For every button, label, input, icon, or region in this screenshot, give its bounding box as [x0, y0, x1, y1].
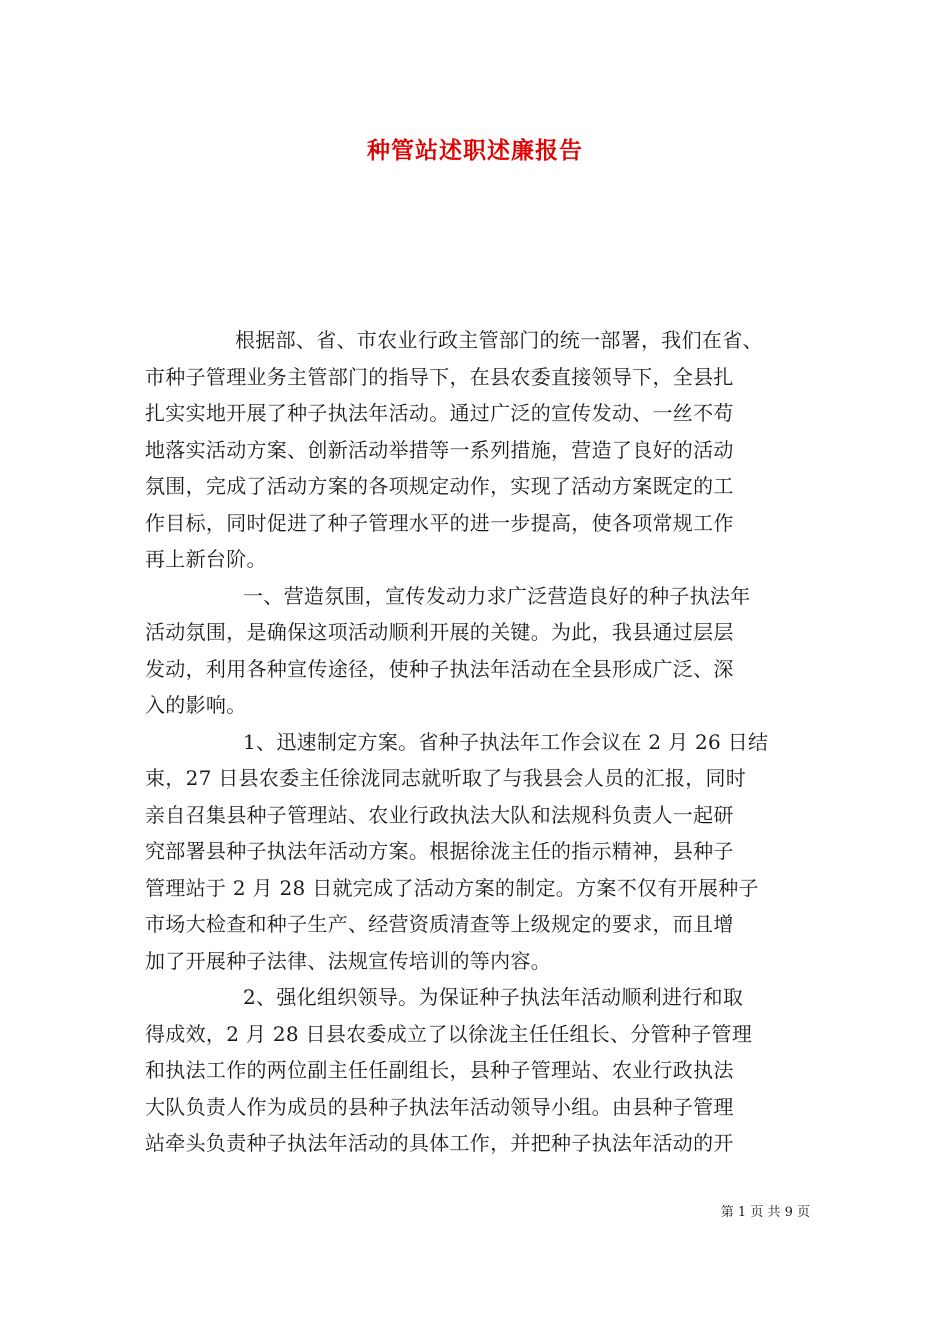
paragraph-line: 氛围，完成了活动方案的各项规定动作，实现了活动方案既定的工 — [145, 474, 734, 498]
paragraph-line: 1、迅速制定方案。省种子执法年工作会议在 2 月 26 日结 — [243, 729, 769, 754]
paragraph-line: 活动氛围，是确保这项活动顺利开展的关键。为此，我县通过层层 — [145, 620, 734, 644]
page-number-footer: 第 1 页 共 9 页 — [720, 1205, 810, 1220]
paragraph-line: 地落实活动方案、创新活动举措等一系列措施，营造了良好的活动 — [145, 437, 734, 462]
paragraph-line: 再上新台阶。 — [145, 547, 267, 571]
paragraph-line: 站牵头负责种子执法年活动的具体工作，并把种子执法年活动的开 — [145, 1131, 734, 1155]
paragraph-line: 得成效，2 月 28 日县农委成立了以徐泷主任任组长、分管种子管理 — [145, 1021, 753, 1046]
paragraph-line: 发动，利用各种宣传途径，使种子执法年活动在全县形成广泛、深 — [145, 656, 734, 681]
paragraph-line: 束，27 日县农委主任徐泷同志就听取了与我县会人员的汇报，同时 — [145, 766, 747, 790]
paragraph-line: 入的影响。 — [145, 693, 247, 717]
paragraph-line: 和执法工作的两位副主任任副组长，县种子管理站、农业行政执法 — [145, 1058, 734, 1082]
paragraph-line: 根据部、省、市农业行政主管部门的统一部署，我们在省、 — [235, 328, 763, 352]
document-body — [145, 322, 813, 1162]
paragraph-line: 一、营造氛围，宣传发动力求广泛营造良好的种子执法年 — [243, 583, 751, 608]
paragraph-line: 扎实实地开展了种子执法年活动。通过广泛的宣传发动、一丝不苟 — [145, 401, 734, 425]
paragraph-line: 作目标，同时促进了种子管理水平的进一步提高，使各项常规工作 — [145, 510, 734, 535]
document-title: 种管站述职述廉报告 — [367, 137, 583, 164]
paragraph-line: 管理站于 2 月 28 日就完成了活动方案的制定。方案不仅有开展种子 — [145, 875, 759, 900]
paragraph-line: 市场大检查和种子生产、经营资质清查等上级规定的要求，而且增 — [145, 912, 734, 936]
paragraph-line: 大队负责人作为成员的县种子执法年活动领导小组。由县种子管理 — [145, 1094, 734, 1119]
paragraph-line: 2、强化组织领导。为保证种子执法年活动顺利进行和取 — [243, 985, 744, 1009]
paragraph-line: 加了开展种子法律、法规宣传培训的等内容。 — [145, 948, 551, 973]
paragraph-line: 亲自召集县种子管理站、农业行政执法大队和法规科负责人一起研 — [145, 802, 734, 827]
paragraph-line: 究部署县种子执法年活动方案。根据徐泷主任的指示精神，县种子 — [145, 839, 734, 863]
paragraph-line: 市种子管理业务主管部门的指导下，在县农委直接领导下，全县扎 — [145, 364, 734, 389]
